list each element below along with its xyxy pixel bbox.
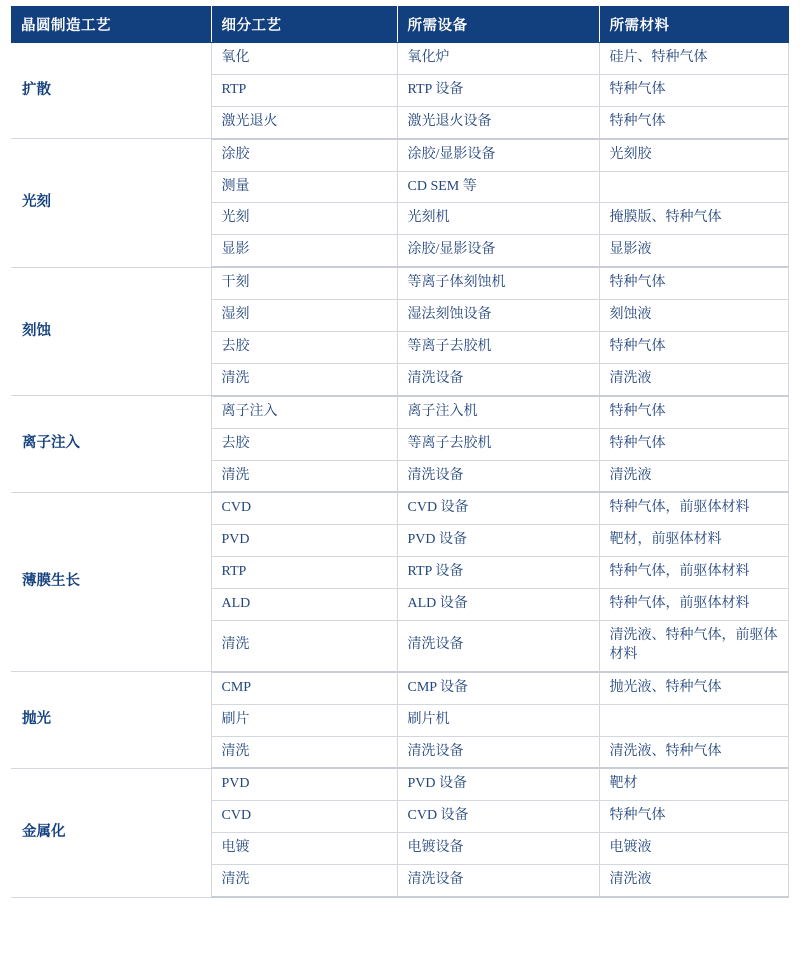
- cell-equipment: 湿法刻蚀设备: [397, 300, 599, 332]
- cell-sub-process: 清洗: [211, 865, 397, 897]
- cell-materials: 特种气体: [599, 396, 788, 428]
- wafer-manufacturing-process-table: [11, 6, 789, 898]
- cell-materials: 清洗液、特种气体: [599, 736, 788, 768]
- cell-sub-process: 去胶: [211, 428, 397, 460]
- cell-sub-process: PVD: [211, 525, 397, 557]
- cell-materials: 特种气体: [599, 106, 788, 138]
- cell-sub-process: 清洗: [211, 736, 397, 768]
- cell-sub-process: CVD: [211, 492, 397, 524]
- cell-materials: 特种气体: [599, 801, 788, 833]
- cell-sub-process: ALD: [211, 589, 397, 621]
- process-group-label: 刻蚀: [11, 267, 211, 396]
- table-row: [11, 139, 788, 171]
- cell-materials: 清洗液: [599, 363, 788, 395]
- cell-equipment: 等离子去胶机: [397, 428, 599, 460]
- cell-sub-process: CMP: [211, 672, 397, 704]
- cell-sub-process: 干刻: [211, 267, 397, 299]
- cell-equipment: RTP 设备: [397, 557, 599, 589]
- column-header-equipment: 所需设备: [397, 7, 599, 43]
- cell-sub-process: 显影: [211, 235, 397, 267]
- cell-equipment: 清洗设备: [397, 865, 599, 897]
- cell-equipment: PVD 设备: [397, 525, 599, 557]
- cell-equipment: 电镀设备: [397, 833, 599, 865]
- table-row: [11, 267, 788, 299]
- cell-equipment: 清洗设备: [397, 363, 599, 395]
- cell-materials: 特种气体: [599, 267, 788, 299]
- process-group-label: 光刻: [11, 139, 211, 268]
- column-header-process: 晶圆制造工艺: [11, 7, 211, 43]
- cell-materials: 电镀液: [599, 833, 788, 865]
- cell-materials: 清洗液: [599, 460, 788, 492]
- cell-materials: 特种气体: [599, 74, 788, 106]
- cell-equipment: ALD 设备: [397, 589, 599, 621]
- cell-sub-process: 光刻: [211, 203, 397, 235]
- cell-equipment: 等离子去胶机: [397, 332, 599, 364]
- cell-materials: 特种气体，前驱体材料: [599, 557, 788, 589]
- process-group-label: 离子注入: [11, 396, 211, 493]
- cell-equipment: CD SEM 等: [397, 171, 599, 203]
- cell-equipment: 激光退火设备: [397, 106, 599, 138]
- cell-equipment: CVD 设备: [397, 492, 599, 524]
- cell-materials: 特种气体，前驱体材料: [599, 589, 788, 621]
- cell-materials: 清洗液: [599, 865, 788, 897]
- cell-materials: 硅片、特种气体: [599, 43, 788, 75]
- table-body: [11, 43, 788, 898]
- cell-equipment: 氧化炉: [397, 43, 599, 75]
- cell-materials: 显影液: [599, 235, 788, 267]
- cell-sub-process: 刷片: [211, 704, 397, 736]
- cell-materials: 特种气体: [599, 428, 788, 460]
- cell-equipment: 涂胶/显影设备: [397, 235, 599, 267]
- cell-equipment: CMP 设备: [397, 672, 599, 704]
- cell-equipment: 光刻机: [397, 203, 599, 235]
- cell-equipment: 清洗设备: [397, 460, 599, 492]
- cell-materials: [599, 704, 788, 736]
- cell-materials: 掩膜版、特种气体: [599, 203, 788, 235]
- column-header-materials: 所需材料: [599, 7, 788, 43]
- cell-materials: 特种气体: [599, 332, 788, 364]
- cell-equipment: 清洗设备: [397, 621, 599, 672]
- cell-sub-process: 氧化: [211, 43, 397, 75]
- cell-materials: 抛光液、特种气体: [599, 672, 788, 704]
- process-group-label: 抛光: [11, 672, 211, 769]
- cell-equipment: PVD 设备: [397, 768, 599, 800]
- cell-sub-process: 湿刻: [211, 300, 397, 332]
- table-row: [11, 396, 788, 428]
- cell-materials: [599, 171, 788, 203]
- table-row: [11, 672, 788, 704]
- cell-materials: 光刻胶: [599, 139, 788, 171]
- column-header-sub-process: 细分工艺: [211, 7, 397, 43]
- cell-sub-process: 清洗: [211, 363, 397, 395]
- cell-materials: 靶材: [599, 768, 788, 800]
- cell-materials: 靶材，前驱体材料: [599, 525, 788, 557]
- process-group-label: 扩散: [11, 43, 211, 139]
- table-row: [11, 768, 788, 800]
- cell-equipment: 离子注入机: [397, 396, 599, 428]
- cell-equipment: RTP 设备: [397, 74, 599, 106]
- cell-sub-process: 涂胶: [211, 139, 397, 171]
- cell-equipment: 清洗设备: [397, 736, 599, 768]
- table-row: [11, 492, 788, 524]
- cell-equipment: 涂胶/显影设备: [397, 139, 599, 171]
- cell-sub-process: 激光退火: [211, 106, 397, 138]
- cell-sub-process: 电镀: [211, 833, 397, 865]
- cell-materials: 清洗液、特种气体，前驱体材料: [599, 621, 788, 672]
- cell-materials: 刻蚀液: [599, 300, 788, 332]
- cell-sub-process: RTP: [211, 557, 397, 589]
- cell-sub-process: CVD: [211, 801, 397, 833]
- cell-sub-process: 测量: [211, 171, 397, 203]
- process-group-label: 薄膜生长: [11, 492, 211, 671]
- cell-sub-process: 清洗: [211, 621, 397, 672]
- table-row: [11, 43, 788, 75]
- cell-equipment: CVD 设备: [397, 801, 599, 833]
- process-group-label: 金属化: [11, 768, 211, 897]
- cell-equipment: 等离子体刻蚀机: [397, 267, 599, 299]
- cell-sub-process: 离子注入: [211, 396, 397, 428]
- cell-sub-process: PVD: [211, 768, 397, 800]
- cell-equipment: 刷片机: [397, 704, 599, 736]
- cell-sub-process: 去胶: [211, 332, 397, 364]
- table-header-row: [11, 7, 788, 43]
- cell-sub-process: 清洗: [211, 460, 397, 492]
- table-header: [11, 7, 788, 43]
- cell-sub-process: RTP: [211, 74, 397, 106]
- cell-materials: 特种气体，前驱体材料: [599, 492, 788, 524]
